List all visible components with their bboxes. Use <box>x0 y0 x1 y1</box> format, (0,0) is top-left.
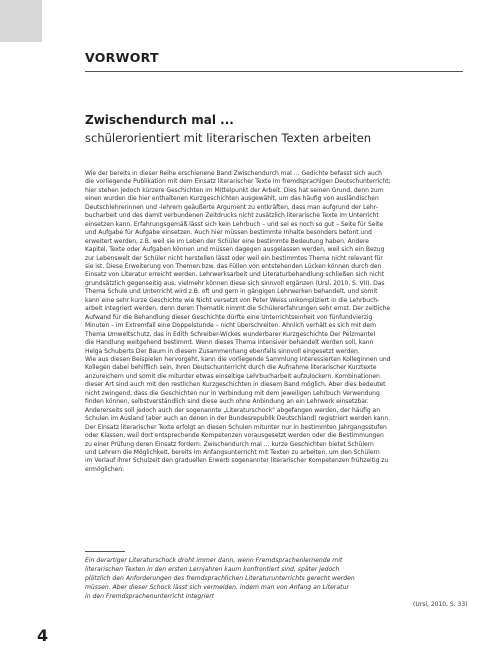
heading-divider <box>85 71 463 72</box>
body-text-line: Helga Schuberts Der Baum in diesem Zusammenhang ebenfalls sinnvoll eingesetzt werden. <box>85 347 360 355</box>
body-text-line: oder Klassen, weil dort entsprechende Kompetenzen vorausgesetzt werden oder die Bestimmungen <box>85 432 384 440</box>
body-text-line: Kapitel, Texte oder Aufgaben können und müssen dagegen ausgelassen werden, weil sich ein Bezug <box>85 246 385 254</box>
article-subtitle: schülerorientiert mit literarischen Texten arbeiten <box>85 131 371 145</box>
body-text-line: Aufwand für die Behandlung dieser Geschichte dürfte eine Unterrichtseinheit von fünfundvierzig <box>85 313 373 321</box>
article-title: Zwischendurch mal ... <box>85 113 234 127</box>
quote-source: (Ursl, 2010, S. 33) <box>413 601 468 608</box>
body-text-line: bucharbeit und des damit verbundenen Zeitdrucks nicht zusätzlich literarische Texte im Unterricht <box>85 212 379 220</box>
quote-line: in den Fremdsprachenunterricht integriert <box>85 593 215 601</box>
body-text-line: sie ist. Diese Erweiterung von Themen bzw. das Füllen von entstehenden Lücken können durch den <box>85 262 382 270</box>
block-quote <box>85 556 466 601</box>
body-text-line: und Lehrern die Möglichkeit, bereits im Anfangsunterricht mit Texten zu arbeiten, um den Schülern <box>85 448 380 456</box>
body-text-line: Wie aus diesen Beispielen hervorgeht, kann die vorliegende Sammlung interessierten Kolleginnen und <box>85 355 391 363</box>
body-text-line: Thema Umweltschutz, das in Edith Schreiber-Wickes wunderbarer Kurzgeschichte Der Pelzmantel <box>85 330 376 338</box>
quote-line: literarischen Texten in den ersten Lernjahren kaum konfrontiert sind, später jedoch <box>85 566 340 574</box>
body-text-line: die Handlung weitgehend bestimmt. Wenn dieses Thema intensiver behandelt werden soll, kann <box>85 339 374 347</box>
quote-line: Ein derartiger Literaturschock droht immer dann, wenn Fremdsprachenlernende mit <box>85 557 343 564</box>
body-text-line: und Aufgabe für Aufgabe einsetzen. Auch hier müssen bestimmte Inhalte besonders betont und <box>85 229 372 237</box>
body-text-line: grundsätzlich gegenseitig aus, vielmehr können diese sich sinnvoll ergänzen (Ursl, 2010, S. VII). Das <box>85 279 385 287</box>
body-text-line: Andererseits soll jedoch auch der sogenannte „Literaturschock" abgefangen werden, der häufig an <box>85 406 380 414</box>
body-text-line: Minuten – im Extremfall eine Doppelstunde – nicht überschreiten. Ähnlich verhält es sich mit dem <box>85 322 376 330</box>
body-text-line: Kollegen dabei behilflich sein, ihren Deutschunterricht durch die Aufnahme literarischer Kurztexte <box>85 364 377 372</box>
quote-divider <box>85 551 125 552</box>
corner-tab-block <box>0 0 42 42</box>
quote-line: plötzlich den Anforderungen des fremdsprachlichen Literaturunterrichts gerecht werden <box>85 575 355 583</box>
body-text-line: im Verlauf ihrer Schulzeit den graduellen Erwerb sogenannter literarischer Kompetenzen frühzeitig zu <box>85 457 389 465</box>
section-heading: VORWORT <box>85 50 159 65</box>
body-text-line: einen wurden die hier enthaltenen Kurzgeschichten ausgewählt, um das häufig von ausländischen <box>85 195 379 203</box>
body-text-line: Deutschlehrerinnen und -lehrern geäußerte Argument zu entkräften, dass man aufgrund der Lehr- <box>85 203 378 211</box>
body-text-line: die vorliegende Publikation mit dem Einsatz literarischer Texte im fremdsprachigen Deutschunterricht; <box>85 178 391 186</box>
quote-line: müssen. Aber dieser Schock lässt sich vermeiden, indem man von Anfang an Literatur <box>85 584 349 592</box>
body-text-line: ermöglichen: <box>85 465 125 473</box>
body-text-line: zu einer Prüfung deren Einsatz fordern. Zwischendurch mal … kurze Geschichten bietet Schülern <box>85 440 374 448</box>
page-number: 4 <box>37 626 49 645</box>
body-text-line: finden können, selbstverständlich sind diese auch ohne Anbindung an ein Lehrwerk einsetzbar. <box>85 398 369 406</box>
body-text-line: dieser Art sind auch mit den restlichen Kurzgeschichten in diesem Band möglich. Aber dies bedeutet <box>85 381 386 389</box>
body-text-line: Thema Schule und Unterricht wird z.B. oft und gern in gängigen Lehrwerken behandelt, und somit <box>85 288 378 296</box>
body-text-line: Der Einsatz literarischer Texte erfolgt an diesen Schulen mitunter nur in bestimmten Jahrgangsstufen <box>85 423 387 431</box>
body-text-line: Wie der bereits in dieser Reihe erschienene Band Zwischendurch mal … Gedichte befasst sich auch <box>85 170 382 177</box>
body-text-line: nicht zwingend, dass die Geschichten nur in Verbindung mit dem jeweiligen Lehrbuch Verwendung <box>85 389 380 397</box>
body-text <box>85 170 466 474</box>
body-text-line: erweitert werden, z.B. weil sie im Leben der Schüler eine bestimmte Bedeutung haben. Andere <box>85 237 369 245</box>
body-text-line: zur Lebenswelt der Schüler nicht herstellen lässt oder weil ein bestimmtes Thema nicht relevant für <box>85 254 383 262</box>
body-text-line: arbeit integriert werden, denn deren Thematik nimmt die Schülererfahrungen sehr ernst. Der zeitliche <box>85 305 391 313</box>
body-text-line: einsetzen kann. Erfahrungsgemäß lässt sich kein Lehrbuch – und sei es noch so gut – Seite für Seite <box>85 220 384 228</box>
body-text-line: anzureichern und somit die mitunter etwas einseitige Lehrbucharbeit aufzulockern. Kombinationen <box>85 372 380 380</box>
body-text-line: Schulen im Ausland (aber auch an denen in der Bundesrepublik Deutschland) registriert werden kann. <box>85 415 390 423</box>
body-text-line: Einsatz von Literatur erreicht werden. Lehrwerksarbeit und Literaturbehandlung schließen sich nicht <box>85 271 385 279</box>
body-text-line: kann eine sehr kurze Geschichte wie Nicht versetzt von Peter Weiss unkompliziert in die Lehrbuch- <box>85 296 380 304</box>
body-text-line: hier stehen jedoch kürzere Geschichten im Mittelpunkt der Arbeit. Dies hat seinen Grund, denn zum <box>85 186 384 194</box>
